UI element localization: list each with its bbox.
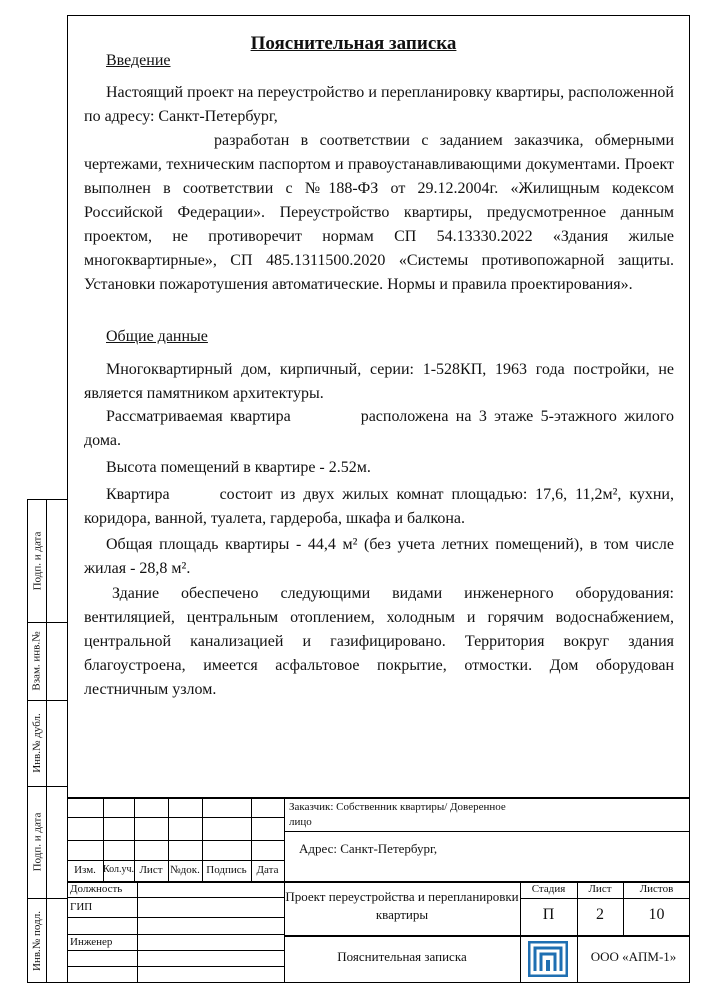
col-header-izm: Изм. <box>74 864 96 876</box>
paragraph-general-4 <box>84 483 674 531</box>
paragraph-general-5: Общая площадь квартиры - 44,4 м² (без учета летних помещений), в том числе жилая - 28,8 м². <box>84 536 674 577</box>
customer-field: Заказчик: Собственник квартиры/ Доверенное лицо <box>289 801 506 828</box>
col-header-signature: Подпись <box>206 864 247 876</box>
general-2-start: Рассматриваемая квартира <box>106 408 291 425</box>
sheet-name: Пояснительная записка <box>337 949 467 964</box>
col-header-date: Дата <box>256 864 279 876</box>
section-heading-general: Общие данные <box>106 328 208 345</box>
col-header-ndok: №док. <box>170 864 200 876</box>
col-header-koluch: Кол.уч. <box>103 864 135 875</box>
sheets-value: 10 <box>648 906 665 923</box>
sheet-label: Лист <box>588 883 612 895</box>
general-2-end: расположена на 3 этаже 5-этажного жилого дома. <box>84 408 675 449</box>
side-label-replace-inv: Взам. инв.№ <box>31 631 43 691</box>
paragraph-intro-2: разработан в соответствии с заданием заказчика, обмерными чертежами, техническим паспортом и правоустанавливающими документами. Проект выполнен в соответствии с №188-ФЗ от 29.12.2004г. «Жилищным кодексом Российской Федерации». Переустройство квартиры, предусмотренное данным проектом, не противоречит нормам СП 54.13330.2022 «Здания жилые многоквартирные», СП 485.1311500.2020 «Системы противопожарной защиты. Установки пожаротушения автоматические. Нормы и правила проектирования». <box>84 132 674 293</box>
side-label-sign-date-1: Подп. и дата <box>31 531 44 591</box>
page-title: Пояснительная записка <box>250 33 457 54</box>
paragraph-general-3: Высота помещений в квартире - 2.52м. <box>106 459 371 476</box>
paragraph-intro-1: Настоящий проект на переустройство и перепланировку квартиры, расположенной по адресу: Санкт-Петербург, <box>84 84 674 125</box>
paragraph-general-6: Здание обеспечено следующими видами инженерного оборудования: вентиляцией, центральным отоплением, холодным и горячим водоснабжением, центральной канализацией и газифицировано. Территория вокруг здания благоустроена, имеется асфальтовое покрытие, отмостки. Дом оборудован лестничным узлом. <box>84 585 674 698</box>
side-stamp <box>27 499 67 983</box>
sheet-value: 2 <box>596 906 604 923</box>
company-name: ООО «АПМ-1» <box>590 949 677 964</box>
col-header-list: Лист <box>139 864 163 876</box>
side-label-sign-date-2: Подп. и дата <box>31 812 44 872</box>
role-engineer: Инженер <box>70 936 113 948</box>
apm-logo-icon <box>528 941 568 977</box>
side-label-dup-inv: Инв.№ дубл. <box>31 713 44 773</box>
stage-label: Стадия <box>531 883 566 895</box>
paragraph-general-1: Многоквартирный дом, кирпичный, серии: 1-528КП, 1963 года постройки, не является памятником архитектуры. <box>84 361 674 402</box>
general-4-start: Квартира <box>106 486 170 503</box>
title-block-stamp <box>67 797 690 983</box>
side-label-orig-inv: Инв.№ подл. <box>31 911 43 971</box>
sheets-label: Листов <box>639 883 674 895</box>
section-heading-intro: Введение <box>106 52 171 69</box>
address-field: Адрес: Санкт-Петербург, <box>299 841 438 856</box>
role-position: Должность <box>70 883 123 895</box>
project-name: Проект переустройства и перепланировки квартиры <box>285 889 519 922</box>
stage-value: П <box>542 906 555 923</box>
general-4-end: состоит из двух жилых комнат площадью: 17,6, 11,2м², кухни, коридора, ванной, туалета, гардероба, шкафа и балкона. <box>84 486 674 527</box>
role-gip: ГИП <box>70 901 93 913</box>
paragraph-general-2 <box>84 405 674 453</box>
